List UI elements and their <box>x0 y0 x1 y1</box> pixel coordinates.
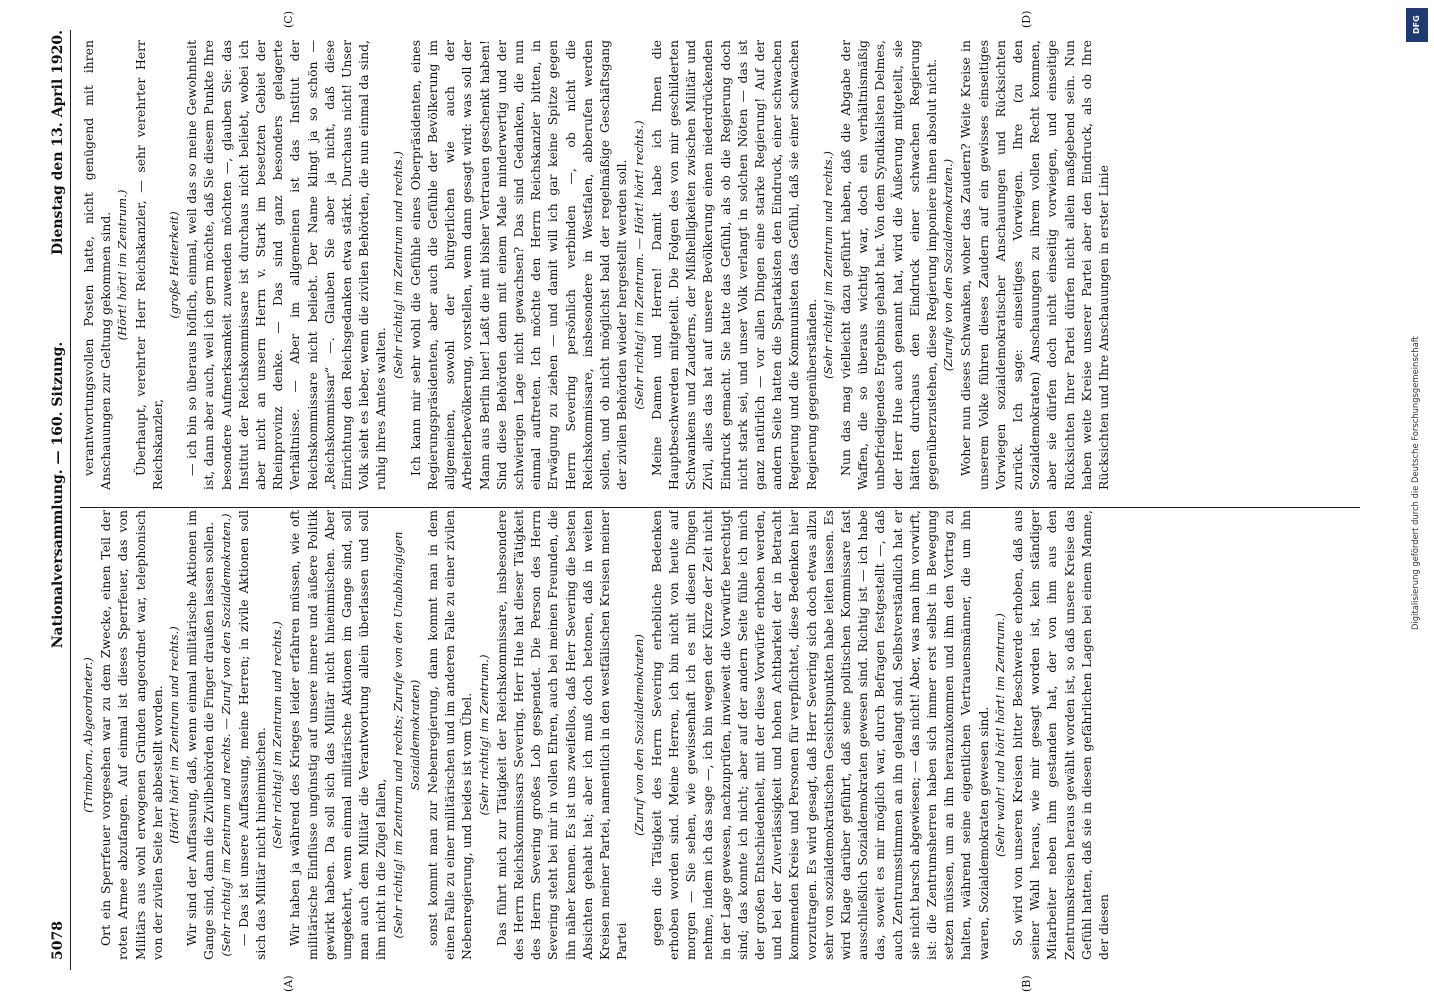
margin-mark-a: (A) <box>282 975 295 992</box>
paragraph: sonst kommt man zur Nebenregierung, dann kommt man in dem einen Falle zu einer militärischen und im anderen Falle zu einer zivilen Nebenregierung, und beides ist vom Übel. <box>425 510 475 960</box>
paragraph: So wird von unseren Kreisen bitter Beschwerde erhoben, daß aus seiner Wahl heraus, wie mir gesagt worden ist, kein ständiger Mitarbeiter neben ihm gestanden hat, der von ihm aus den Zentrumskreisen heraus gewählt worden ist, so daß unsere Kreise das Gefühl hatten, daß sie in diesen gefährlichen Lagen bei einem Manne, der diesen <box>1009 510 1111 960</box>
interjection: (Hört! hört! im Zentrum.) <box>115 189 130 341</box>
page-title: Nationalversammlung. — 160. Sitzung. <box>50 341 66 649</box>
paragraph: — Das ist unsere Auffassung, meine Herren; in zivile Aktionen soll sich das Militär nicht hineinmischen. <box>235 510 269 960</box>
paragraph: Ich kann mir sehr wohl die Gefühle eines Oberpräsidenten, eines Regierungspräsidenten, aber auch die Gefühle der Bevölkerung im allgemeinen, sowohl der bürgerlichen wie auch der Arbeiterbevölkerung, vorstellen, wenn dann gesagt wird: was soll der Mann aus Berlin hier! Laßt die mit bisher Vertrauen geschenkt haben! Sind diese Behörden denn mit einem Male minderwertig und der schwierigen Lage nicht gewachsen? Das sind Gedanken, die nun einmal auftreten. Ich möchte den Herrn Reichskanzler bitten, in Erwägung zu ziehen — und damit will ich gar keine Spitze gegen Herrn Severing persönlich verbinden —, ob nicht die Reichskommissare, insbesondere in Westfalen, abberufen werden sollen, und ob nicht möglichst bald der regelmäßige Geschäftsgang der zivilen Behörden wieder hergestellt werden soll. <box>407 40 630 490</box>
page-number: 5078 <box>50 921 66 960</box>
interjection: (Sehr richtig! im Zentrum und rechts.) <box>270 621 285 849</box>
interjection: (große Heiterkeit) <box>167 211 182 319</box>
right-column <box>80 40 1370 490</box>
interjection: (Sehr richtig! im Zentrum und rechts; Zurufe von den Unabhängigen Sozialdemokraten) <box>390 531 422 939</box>
paragraph: Wir haben ja während des Krieges leider erfahren müssen, wie oft militärische Einflüsse ungünstig auf unsere innere und äußere Politik gewirkt haben. Da soll sich das Militär nicht hineinmischen. Aber umgekehrt, wenn einmal militärische Aktionen im Gange sind, soll man auch dem Militär die Verantwortung allein überlassen und soll ihm nicht in die Zügel fallen, <box>287 510 389 960</box>
interjection: (Sehr wahr! und hört! hört! im Zentrum.) <box>992 613 1007 857</box>
interjection: (Zuruf von den Sozialdemokraten) <box>631 634 646 836</box>
paragraph: Das führt mich zur Tätigkeit der Reichskommissare, insbesondere des Herrn Reichskommissars Severing. Herr Hue hat dieser Tätigkeit des Herrn Severing großes Lob gespendet. Die Person des Herrn Severing steht bei mir in vollen Ehren, auch bei meinen Freunden, die ihn näher kennen. Es ist uns zweifellos, daß Herr Severing die besten Absichten gehabt hat; aber ich muß doch betonen, daß in weiten Kreisen meiner Partei, namentlich in den westfälischen Kreisen meiner Partei <box>493 510 630 960</box>
header-rule <box>70 30 71 970</box>
margin-mark-d: (D) <box>1020 10 1033 28</box>
paragraph: Nun das mag vielleicht dazu geführt haben, daß die Abgabe der Waffen, die so überaus wichtig war, doch ein verhältnismäßig unbefriedigendes Ergebnis gehabt hat. Von dem Syndikalisten Delmes, der Herr Hue auch genannt hat, wird die Äußerung mitgeteilt, sie hätten durchaus den Eindruck einer schwachen Regierung gegenüberzustehen, diese Regierung imponiere ihnen absolut nicht. <box>837 40 939 490</box>
paragraph: Überhaupt, verehrter Herr Reichskanzler, — sehr verehrter Herr Reichskanzler, <box>132 40 165 490</box>
digitization-credit: Digitalisierung gefördert durch die Deutsche Forschungsgemeinschaft <box>1410 336 1420 630</box>
paragraph: Wir sind der Auffassung, daß, wenn einmal militärische Aktionen im Gange sind, dann die Zivilbehörden die Finger draußen lassen sollen. <box>184 510 217 960</box>
interjection: (Sehr richtig! im Zentrum.) <box>476 654 491 816</box>
interjection: (Sehr richtig! im Zentrum und rechts. — Zuruf von den Sozialdemokraten.) <box>218 513 233 957</box>
interjection: (Sehr richtig! im Zentrum und rechts.) <box>820 151 835 379</box>
column-divider <box>80 507 1360 508</box>
digitization-sidebar <box>1400 0 1434 1000</box>
paragraph: Woher nun dieses Schwanken, woher das Zaudern? Weite Kreise in unserem Volke führen dieses Zaudern auf ein gewisses einseitiges Vorwiegen sozialdemokratischer Anschauungen und Rücksichten zurück. Ich sage: einseitiges Vorwiegen. Ihre (zu den Sozialdemokraten) Anschauungen zu ihrem vollen Recht kommen, aber sie dürfen doch nicht einseitig vorwiegen, und einseitige Rücksichten Ihrer Partei dürfen nicht allein maßgebend sein. Nun haben weite Kreise unserer Partei aber den Eindruck, als ob Ihre Rücksichten und Ihre Anschauungen in erster Linie <box>958 40 1111 490</box>
speaker-note: (Trimborn, Abgeordneter.) <box>81 657 95 813</box>
dfg-logo: DFG <box>1406 8 1428 42</box>
margin-mark-b: (B) <box>1020 975 1033 992</box>
paragraph: — ich bin so überaus höflich, einmal, weil das so meine Gewohnheit ist, dann aber auch, weil ich gern möchte, daß Sie diesem Punkte Ihre besondere Aufmerksamkeit zuwenden möchten —, glauben Sie: das Institut der Reichskommissare ist durchaus nicht beliebt, wobei ich aber nicht an unsern Herrn v. Stark im besetzten Gebiet der Rheinprovinz denke. — Das sind ganz besonders gelagerte Verhältnisse. — Aber im allgemeinen ist das Institut der Reichskommissare nicht beliebt. Der Name klingt ja so schön — „Reichskommissar“ —. Glauben Sie aber ja nicht, daß diese Einrichtung den Reichsgedanken etwa stärkt. Durchaus nicht! Unser Volk sieht es lieber, wenn die zivilen Behörden, die nun einmal da sind, ruhig ihres Amtes walten. <box>184 40 389 490</box>
paragraph: Meine Damen und Herren! Damit habe ich Ihnen die Hauptbeschwerden mitgeteilt. Die Folgen des von mir geschilderten Schwankens und Zauderns, der Mißhelligkeiten zwischen Militär und Zivil, alles das hat auf unsere Bevölkerung einen niederdrückenden Eindruck gemacht. Sie hatte das Gefühl, als ob die Regierung doch nicht stark sei, und unser Volk verlangt in solchen Nöten — das ist ganz natürlich — vor allen Dingen eine starke Regierung! Auf der andern Seite hatten die Spartakisten den Eindruck, einer schwachen Regierung und die Kommunisten das Gefühl, daß sie einer schwachen Regierung gegenüberständen. <box>648 40 819 490</box>
paragraph: gegen die Tätigkeit des Herrn Severing erhebliche Bedenken erhoben worden sind. Meine Herren, ich bin nicht von heute auf morgen — Sie sehen, wie gewissenhaft ich es mit diesen Dingen nehme, indem ich das sage —, ich bin wegen der Kürze der Zeit nicht in der Lage gewesen, nachzuprüfen, inwieweit die Vorwürfe berechtigt sind; das konnte ich nicht; aber auf der andern Seite fühle ich mich der großen Entschiedenheit, mit der diese Vorwürfe erhoben werden, und bei der Zuverlässigkeit und hohen Achtbarkeit der in Betracht kommenden Kreise und Personen für verpflichtet, diese Bedenken hier vorzutragen. Es wird gesagt, daß Herr Severing sich doch etwas allzu sehr von sozialdemokratischen Gesichtspunkten habe leiten lassen. Es wird Klage darüber geführt, daß seine politischen Kommissare fast ausschließlich Sozialdemokraten gewesen sind. Richtig ist — ich habe das, soweit es mir möglich war, durch Befragen festgestellt —, daß auch Zentrumsstimmen an ihn gelangt sind. Selbstverständlich hat er sie nicht barsch abgewiesen; — das nicht! Aber, was man ihm vorwirft, ist: die Zentrumsherren haben sich immer erst selbst in Bewegung setzen müssen, um an ihn heranzukommen und ihm den Vortrag zu halten, während seine eigentlichen Vertrauensmänner, die um ihn waren, Sozialdemokraten gewesen sind. <box>648 510 991 960</box>
interjection: (Sehr richtig! im Zentrum. — Hört! hört! rechts.) <box>631 120 646 410</box>
interjection: (Hört! hört! im Zentrum und rechts.) <box>167 626 182 844</box>
interjection: (Sehr richtig! im Zentrum und rechts.) <box>390 151 405 379</box>
left-column <box>80 510 1370 960</box>
margin-mark-c: (C) <box>282 11 295 28</box>
paragraph: Ort ein Sperrfeuer vorgesehen war zu dem Zwecke, einen Teil der roten Armee abzufangen. Auf einmal ist dieses Sperrfeuer, das von Militärs aus wohl erwogenen Gründen angeordnet war, telephonisch von der zivilen Seite her abbestellt worden. <box>98 510 165 960</box>
interjection: (Zurufe von den Sozialdemokraten.) <box>941 158 956 372</box>
paragraph: verantwortungsvollen Posten hatte, nicht genügend mit ihren Anschauungen zur Geltung gekommen sind. <box>81 40 114 490</box>
session-date: Dienstag den 13. April 1920. <box>50 30 66 255</box>
